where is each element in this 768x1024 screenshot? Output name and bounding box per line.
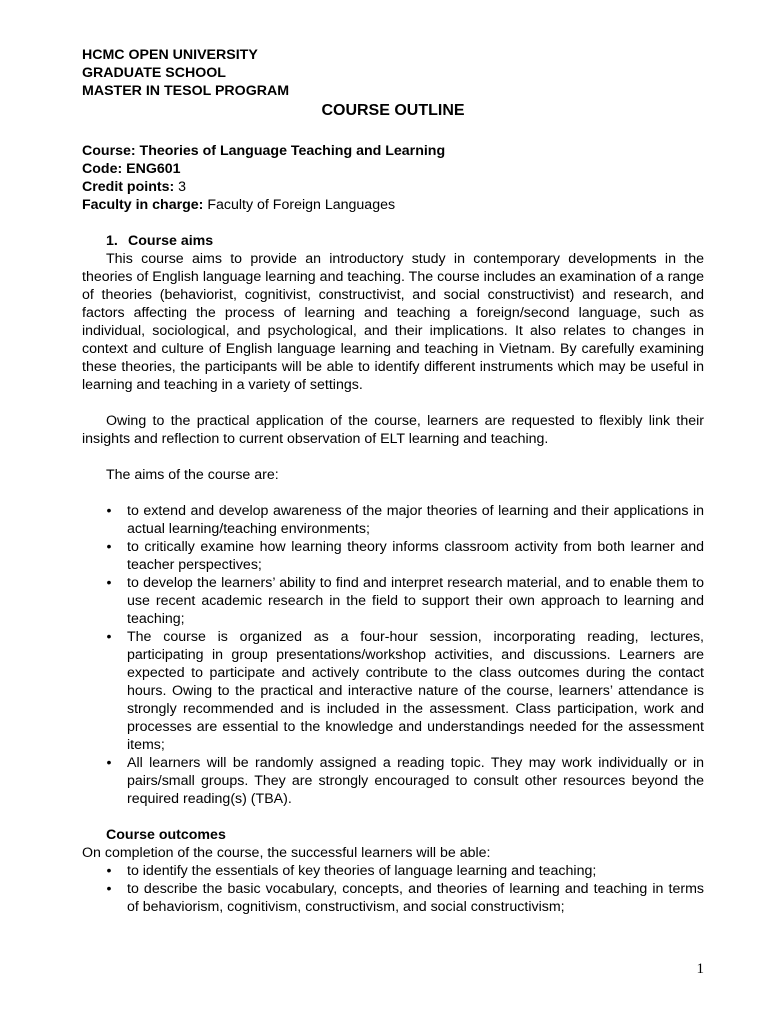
bullet-icon: • bbox=[106, 503, 112, 519]
course-code: Code: ENG601 bbox=[82, 161, 181, 177]
faculty-value: Faculty of Foreign Languages bbox=[203, 197, 396, 213]
bullet-icon: • bbox=[106, 881, 112, 897]
program-name: MASTER IN TESOL PROGRAM bbox=[82, 83, 290, 99]
university-name: HCMC OPEN UNIVERSITY bbox=[82, 47, 258, 63]
document-title: COURSE OUTLINE bbox=[321, 102, 465, 119]
school-name: GRADUATE SCHOOL bbox=[82, 65, 226, 81]
credit-points-label: Credit points: bbox=[82, 179, 175, 195]
list-item: • to develop the learners’ ability to find and interpret research material, and to enable them to use recent academic research in the field to support their own approach to learning and teaching; bbox=[82, 574, 704, 628]
list-item: • to identify the essentials of key theories of language learning and teaching; bbox=[82, 862, 704, 880]
outcomes-list bbox=[82, 862, 704, 916]
aims-paragraph-2: Owing to the practical application of the course, learners are requested to flexibly link their insights and reflection to current observation of ELT learning and teaching. bbox=[82, 413, 704, 447]
section-title: Course aims bbox=[128, 233, 214, 249]
aims-list bbox=[82, 502, 704, 808]
section-number: 1. bbox=[106, 233, 118, 249]
outcomes-heading: Course outcomes bbox=[106, 827, 226, 843]
outcomes-intro: On completion of the course, the successful learners will be able: bbox=[82, 845, 491, 861]
faculty-in-charge bbox=[82, 196, 704, 214]
course-name: Course: Theories of Language Teaching and Learning bbox=[82, 143, 446, 159]
document-page bbox=[82, 46, 704, 916]
bullet-icon: • bbox=[106, 539, 112, 555]
bullet-icon: • bbox=[106, 863, 112, 879]
aims-paragraph-1: This course aims to provide an introductory study in contemporary developments in the theories of English language learning and teaching. The course includes an examination of a range of theories (behaviorist, cognitivist, constructivist, and social constructivist) and research, and factors affecting the process of learning and teaching a foreign/second language, such as individual, sociological, and psychological, and their implications. It also relates to changes in context and culture of English language learning and teaching in Vietnam. By carefully examining these theories, the participants will be able to identify different instruments which may be useful in learning and teaching in a variety of settings. bbox=[82, 251, 704, 393]
credit-points-value: 3 bbox=[174, 179, 187, 195]
section-course-aims bbox=[82, 232, 704, 808]
list-item: • to extend and develop awareness of the major theories of learning and their applications in actual learning/teaching environments; bbox=[82, 502, 704, 538]
page-number: 1 bbox=[696, 961, 704, 977]
bullet-icon: • bbox=[106, 575, 112, 591]
faculty-label: Faculty in charge: bbox=[82, 197, 204, 213]
course-meta bbox=[82, 142, 704, 214]
list-item: • to critically examine how learning theory informs classroom activity from both learner and teacher perspectives; bbox=[82, 538, 704, 574]
document-header bbox=[82, 46, 704, 122]
bullet-icon: • bbox=[106, 629, 112, 645]
credit-points bbox=[82, 178, 704, 196]
section-course-outcomes bbox=[82, 826, 704, 916]
list-item: • All learners will be randomly assigned a reading topic. They may work individually or in pairs/small groups. They are strongly encouraged to consult other resources beyond the required reading(s) (TBA). bbox=[82, 754, 704, 808]
aims-intro: The aims of the course are: bbox=[106, 467, 279, 483]
list-item: • to describe the basic vocabulary, concepts, and theories of learning and teaching in terms of behaviorism, cognitivism, constructivism, and social constructivism; bbox=[82, 880, 704, 916]
bullet-icon: • bbox=[106, 755, 112, 771]
list-item: • The course is organized as a four-hour session, incorporating reading, lectures, participating in group presentations/workshop activities, and discussions. Learners are expected to participate and actively contribute to the class outcomes during the contact hours. Owing to the practical and interactive nature of the course, learners’ attendance is strongly recommended and is included in the assessment. Class participation, work and processes are essential to the knowledge and understandings needed for the assessment items; bbox=[82, 628, 704, 754]
section-heading bbox=[106, 232, 704, 250]
